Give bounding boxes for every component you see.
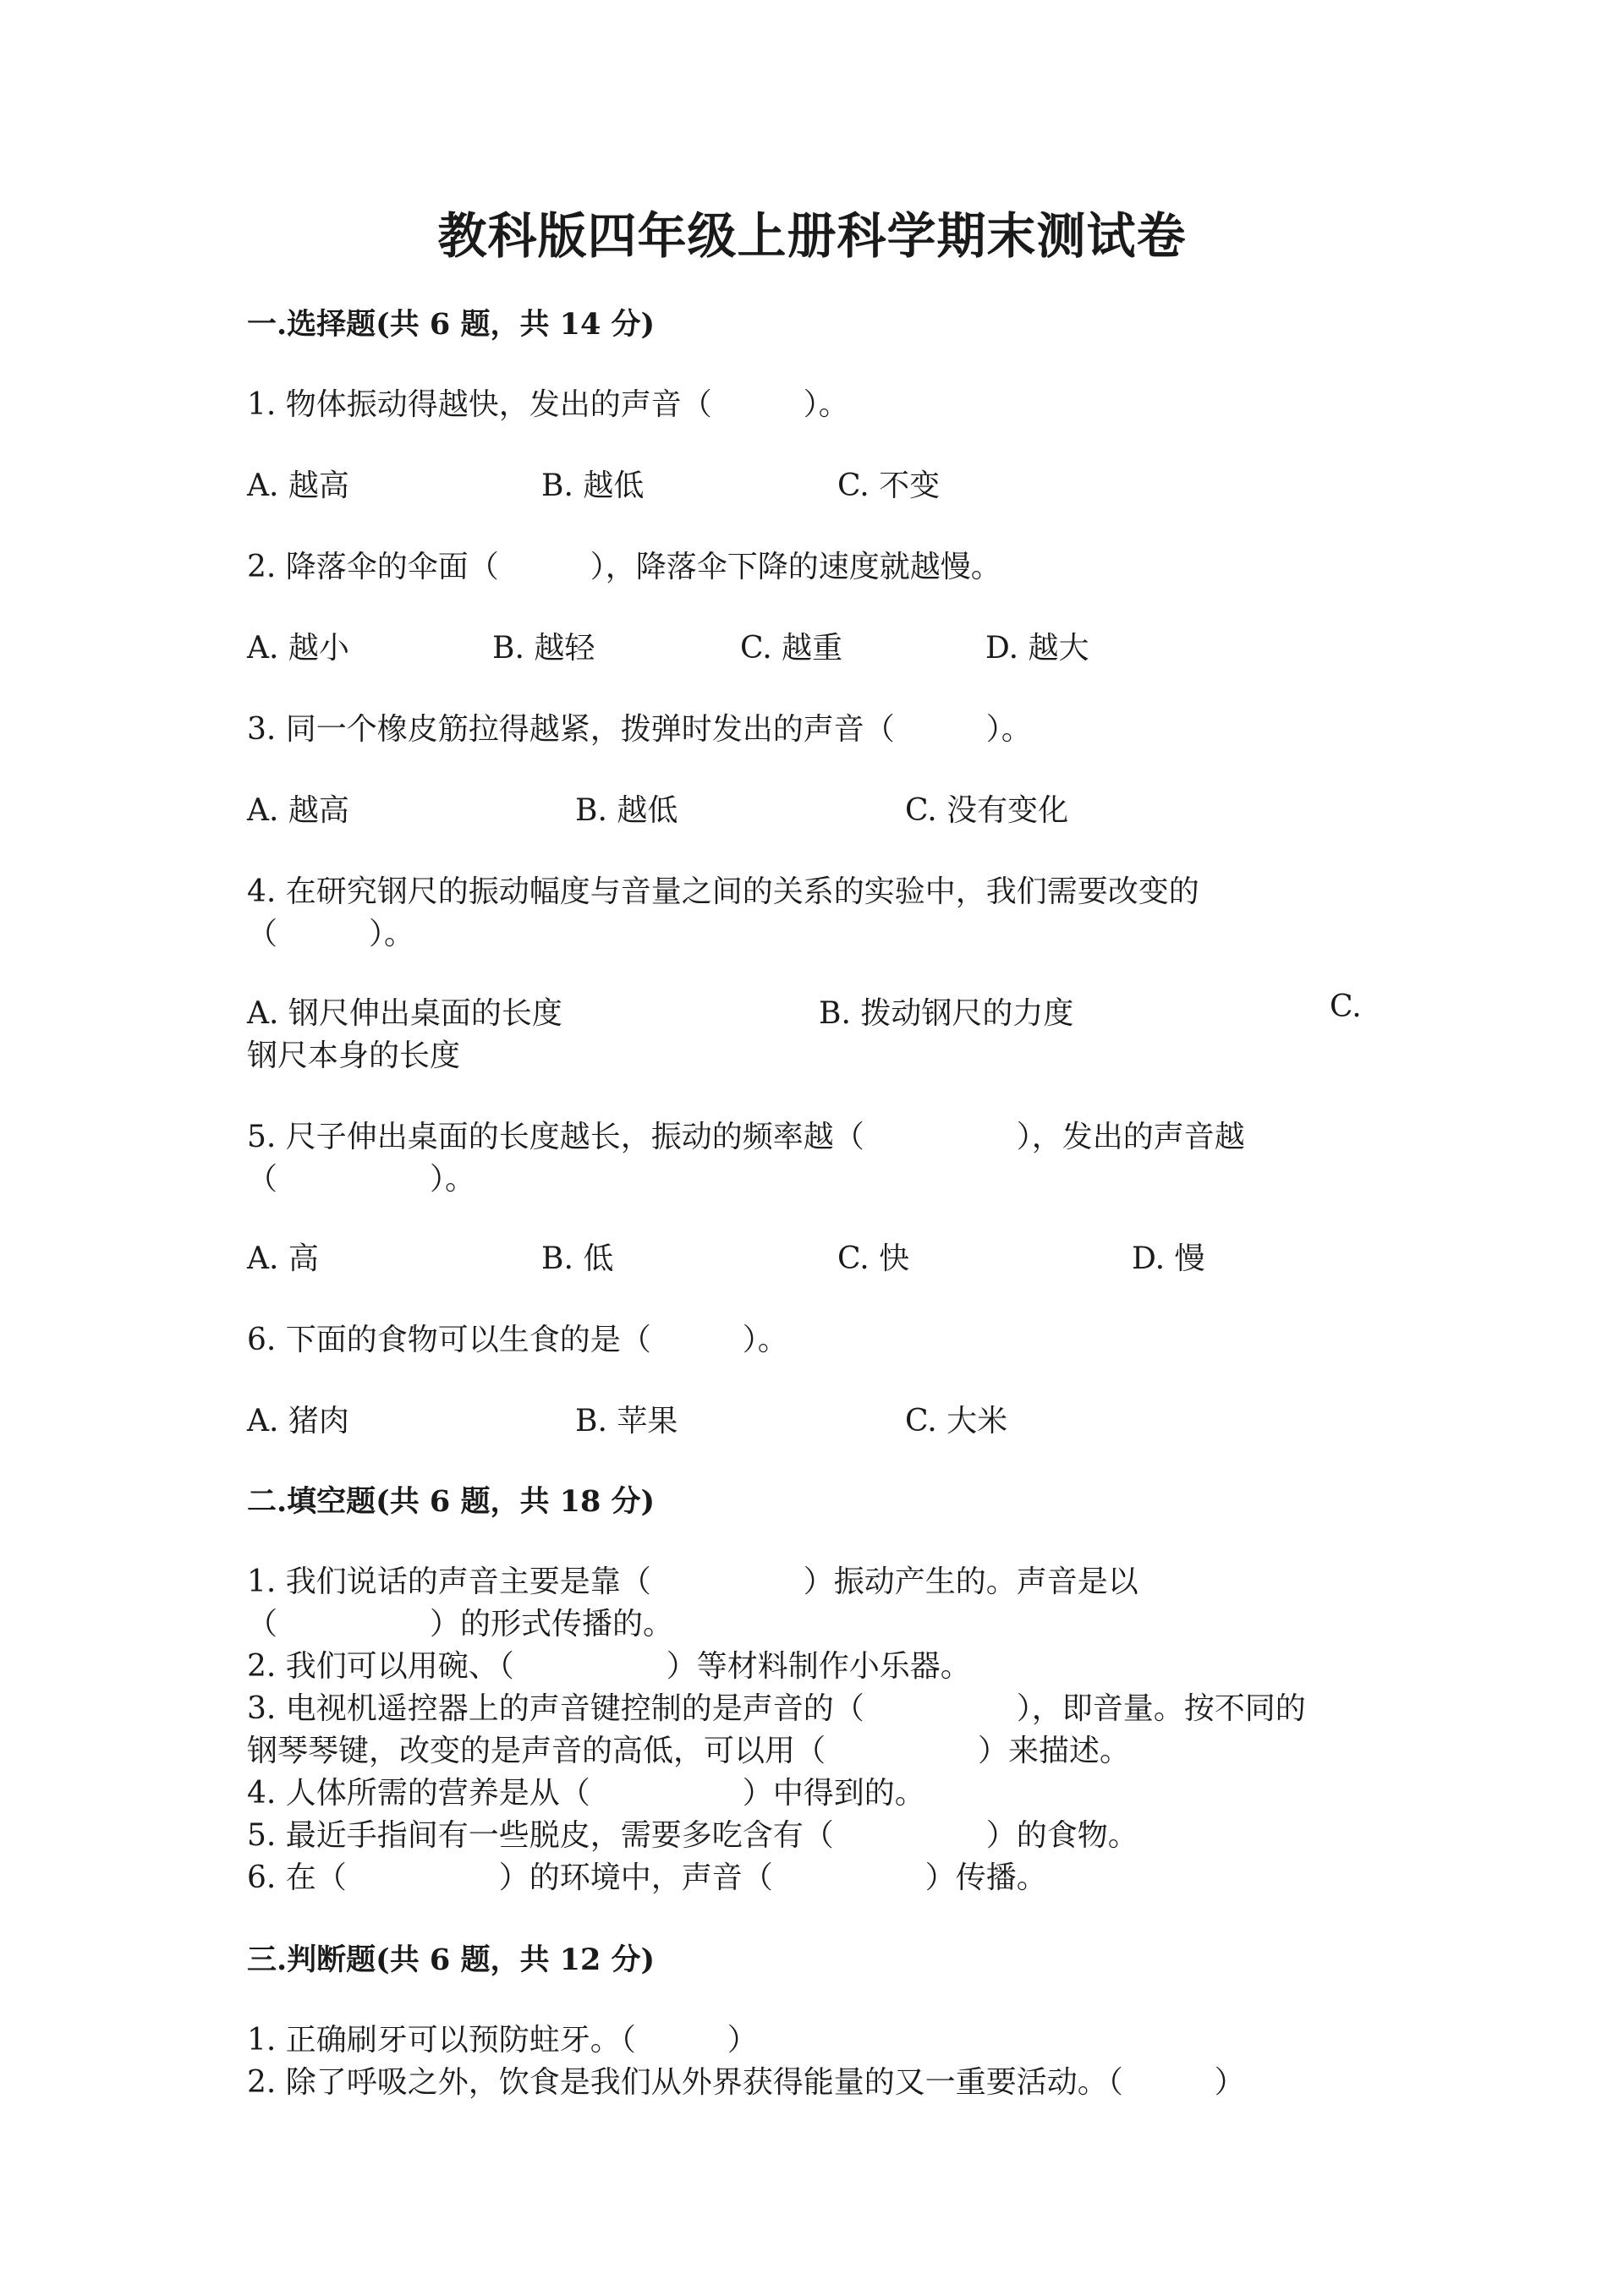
- fill-line: 3. 电视机遥控器上的声音键控制的是声音的（ ），即音量。按不同的: [247, 1691, 1306, 1726]
- fill-line: 2. 我们可以用碗、（ ）等材料制作小乐器。: [247, 1649, 971, 1684]
- question-5-line1: 5. 尺子伸出桌面的长度越长，振动的频率越（ ），发出的声音越: [247, 1120, 1245, 1154]
- fill-line: 5. 最近手指间有一些脱皮，需要多吃含有（ ）的食物。: [247, 1818, 1138, 1853]
- option-b[interactable]: B. 苹果: [575, 1404, 678, 1438]
- option-b[interactable]: B. 越低: [541, 469, 645, 503]
- option-c-text[interactable]: 钢尺本身的长度: [247, 1038, 461, 1073]
- option-b[interactable]: B. 低: [541, 1241, 614, 1276]
- options-q5: [247, 1235, 1380, 1275]
- question-2: 2. 降落伞的伞面（ ），降落伞下降的速度就越慢。: [247, 550, 1001, 584]
- options-q3: [247, 786, 1380, 827]
- question-1: 1. 物体振动得越快，发出的声音（ ）。: [247, 387, 849, 422]
- question-4-line2: （ ）。: [247, 917, 415, 951]
- option-a[interactable]: A. 越小: [247, 631, 349, 666]
- judge-line: 2. 除了呼吸之外，饮食是我们从外界获得能量的又一重要活动。（ ）: [247, 2065, 1245, 2100]
- options-q1: [247, 462, 1380, 502]
- section-heading-choice: 一.选择题(共 6 题，共 14 分): [247, 307, 656, 342]
- option-c[interactable]: C. 没有变化: [905, 793, 1069, 828]
- fill-line: 4. 人体所需的营养是从（ ）中得到的。: [247, 1776, 925, 1811]
- option-c[interactable]: C. 不变: [837, 469, 941, 503]
- option-d[interactable]: D. 慢: [1132, 1241, 1205, 1276]
- question-6: 6. 下面的食物可以生食的是（ ）。: [247, 1323, 788, 1357]
- option-c[interactable]: C. 越重: [740, 631, 843, 666]
- option-a[interactable]: A. 越高: [247, 469, 349, 503]
- question-3: 3. 同一个橡皮筋拉得越紧，拨弹时发出的声音（ ）。: [247, 712, 1032, 747]
- option-a[interactable]: A. 猪肉: [247, 1404, 349, 1438]
- fill-line: 6. 在（ ）的环境中，声音（ ）传播。: [247, 1860, 1047, 1895]
- judge-line: 1. 正确刷牙可以预防蛀牙。（ ）: [247, 2023, 758, 2058]
- question-5-line2: （ ）。: [247, 1162, 476, 1197]
- options-q2: [247, 624, 1380, 665]
- option-c[interactable]: C. 大米: [905, 1404, 1008, 1438]
- fill-line: 1. 我们说话的声音主要是靠（ ）振动产生的。声音是以: [247, 1564, 1138, 1599]
- option-a[interactable]: A. 越高: [247, 793, 349, 828]
- option-b[interactable]: B. 越低: [575, 793, 678, 828]
- fill-line: 钢琴琴键，改变的是声音的高低，可以用（ ）来描述。: [247, 1734, 1131, 1768]
- option-c-label[interactable]: C.: [1330, 989, 1362, 1024]
- page-title: 教科版四年级上册科学期末测试卷: [437, 207, 1187, 265]
- section-heading-judge: 三.判断题(共 6 题，共 12 分): [247, 1943, 656, 1977]
- section-heading-fill: 二.填空题(共 6 题，共 18 分): [247, 1484, 656, 1519]
- question-4-line1: 4. 在研究钢尺的振动幅度与音量之间的关系的实验中，我们需要改变的: [247, 874, 1199, 909]
- option-c[interactable]: C. 快: [837, 1241, 910, 1276]
- option-d[interactable]: D. 越大: [985, 631, 1089, 666]
- option-a[interactable]: A. 钢尺伸出桌面的长度: [247, 996, 562, 1031]
- option-b[interactable]: B. 拨动钢尺的力度: [819, 996, 1074, 1031]
- option-a[interactable]: A. 高: [247, 1241, 319, 1276]
- fill-line: （ ）的形式传播的。: [247, 1607, 674, 1641]
- options-q6: [247, 1397, 1380, 1438]
- option-b[interactable]: B. 越轻: [492, 631, 595, 666]
